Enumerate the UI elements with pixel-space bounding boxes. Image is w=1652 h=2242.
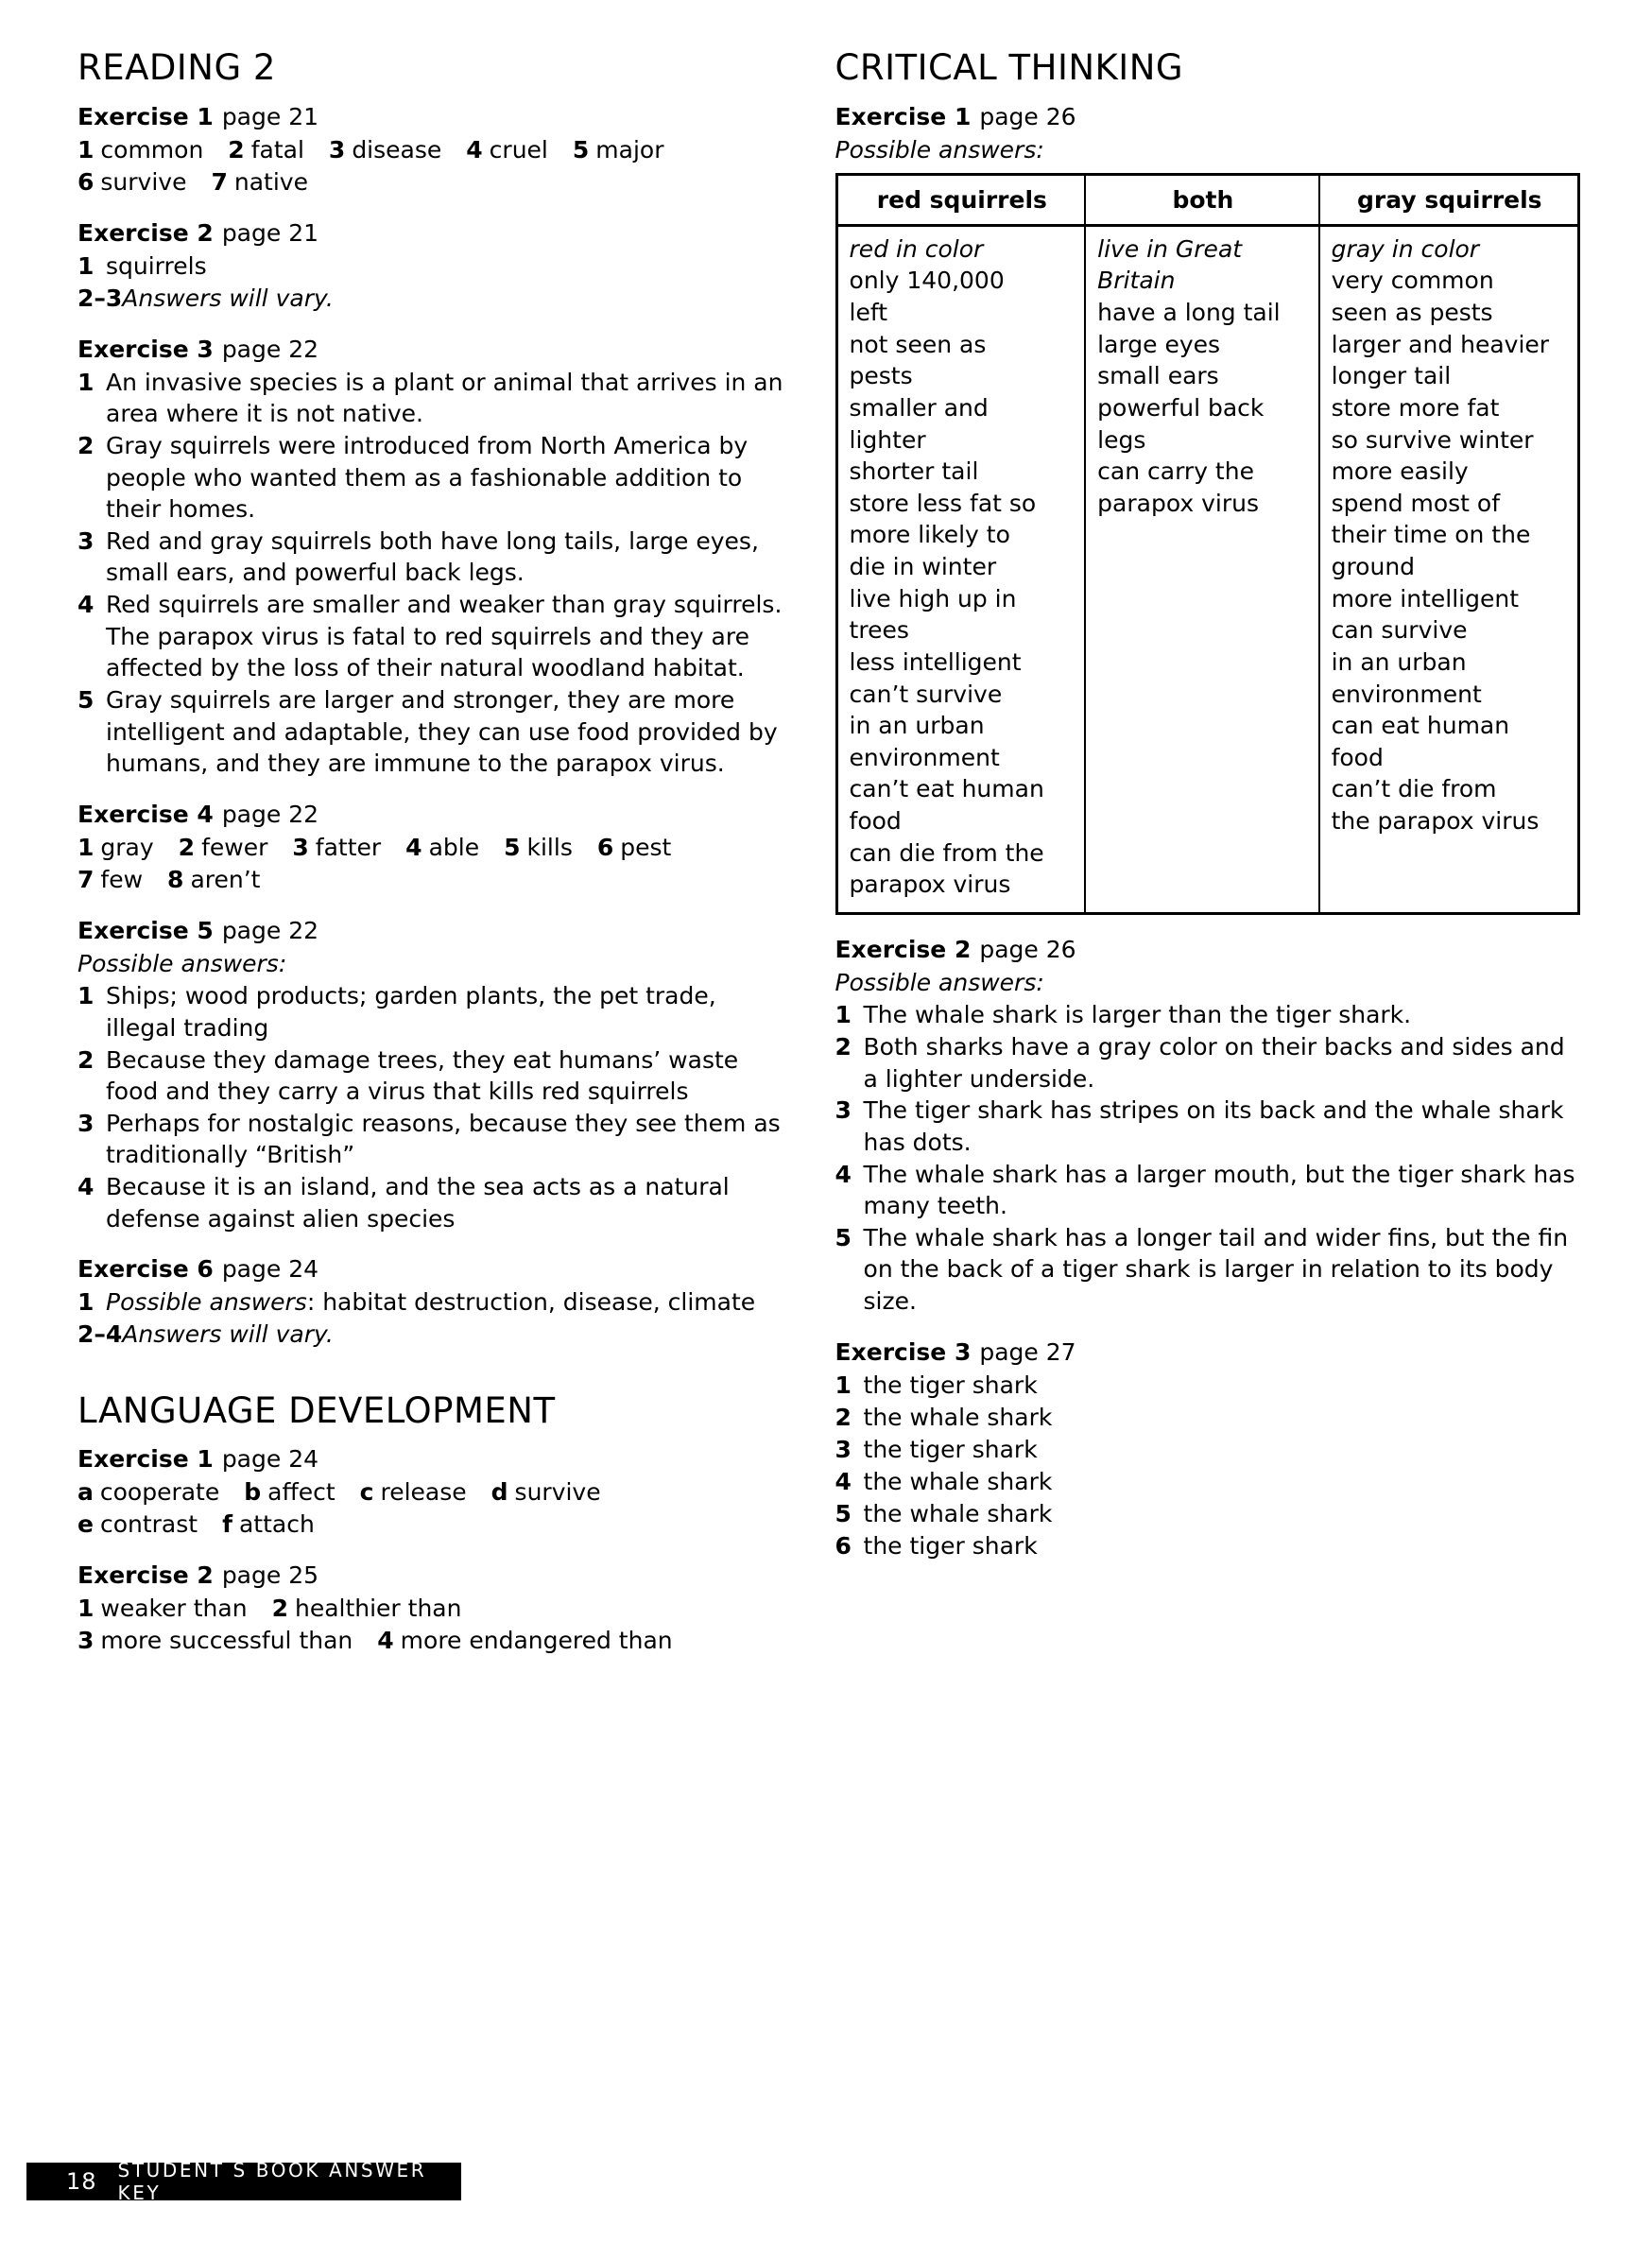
answer-text: cruel	[489, 135, 548, 164]
table-cell-line: trees	[849, 616, 909, 645]
answer-item	[179, 834, 268, 861]
answer-number: 6	[835, 1531, 852, 1560]
answer-row	[77, 1509, 790, 1541]
exercise-heading	[77, 1253, 790, 1285]
list-item	[835, 1222, 1580, 1318]
answer-text: the tiger shark	[863, 1531, 1038, 1560]
answer-number: 2	[271, 1595, 288, 1623]
exercise-critical-2	[835, 934, 1580, 1318]
answer-text: more endangered than	[400, 1627, 673, 1655]
table-cell-line: larger and heavier	[1331, 330, 1550, 358]
exercise-heading	[77, 1560, 790, 1591]
list-item	[77, 1044, 790, 1108]
item-text	[122, 1319, 789, 1351]
answer-text: affect	[267, 1478, 336, 1507]
table-cell-line: store less fat so	[849, 489, 1037, 517]
answer-item	[504, 834, 573, 861]
answer-item	[77, 1510, 198, 1538]
exercise-label: Exercise 6	[77, 1255, 214, 1284]
table-cell-line: smaller and	[849, 393, 989, 422]
item-number: 1	[835, 1001, 852, 1029]
item-number: 2	[835, 1033, 852, 1061]
answer-item	[244, 1478, 335, 1506]
answer-item	[360, 1478, 467, 1506]
answer-item	[466, 136, 548, 164]
answer-text: fewer	[201, 833, 268, 861]
item-text: An invasive species is a plant or animal that arrives in an area where it is not native.	[106, 368, 783, 428]
table-cell-line: lighter	[849, 425, 926, 454]
answer-item	[77, 1627, 353, 1654]
right-column	[835, 49, 1580, 1676]
exercise-page: page 26	[979, 935, 1076, 963]
answer-number: 5	[835, 1499, 852, 1527]
item-text: Gray squirrels were introduced from North America by people who wanted them as a fashionable addition to their homes.	[106, 431, 749, 524]
answer-text: release	[380, 1478, 467, 1507]
answer-list	[77, 367, 790, 780]
answer-item	[77, 834, 154, 861]
answer-row	[77, 1625, 790, 1657]
answer-run	[77, 1476, 790, 1541]
answer-row	[77, 864, 790, 896]
item-number: 2	[77, 1045, 95, 1074]
list-item	[835, 1095, 1580, 1158]
exercise-language-dev-2	[77, 1560, 790, 1657]
exercise-page: page 24	[221, 1445, 319, 1474]
item-number: 3	[77, 526, 95, 555]
table-cell-line: live in Great	[1097, 234, 1243, 263]
possible-answers-label: Possible answers:	[77, 949, 287, 977]
item-text: Red squirrels are smaller and weaker than gray squirrels. The parapox virus is fatal to red squirrels and they are affected by the loss of their natural woodland habitat.	[106, 591, 783, 682]
table-cell-line: their time on the	[1331, 521, 1531, 549]
answer-text: native	[233, 167, 308, 196]
exercise-label: Exercise 1	[835, 102, 972, 130]
exercise-page: page 25	[221, 1561, 319, 1590]
table-cell-line: small ears	[1097, 362, 1219, 390]
exercise-label: Exercise 2	[77, 218, 214, 247]
answer-row	[77, 134, 790, 166]
answer-text: survive	[514, 1478, 601, 1507]
table-cell-line: have a long tail	[1097, 299, 1281, 327]
answer-item	[77, 1595, 248, 1622]
table-cell-line: more easily	[1331, 457, 1469, 486]
cell-red-squirrels	[836, 225, 1085, 913]
exercise-page: page 22	[221, 335, 319, 363]
table-cell-line: red in color	[849, 234, 984, 263]
table-cell-line: more likely to	[849, 521, 1010, 549]
answer-number: 3	[292, 833, 309, 861]
list-item	[77, 430, 790, 526]
answer-run	[77, 832, 790, 896]
answer-number: 1	[77, 833, 95, 861]
exercise-reading2-1	[77, 101, 790, 198]
item-text: The whale shark is larger than the tiger shark.	[863, 1001, 1412, 1029]
table-cell-line: die in winter	[849, 553, 997, 581]
answer-text: fatal	[250, 135, 304, 164]
list-item	[835, 1031, 1580, 1095]
answer-number: 6	[596, 833, 614, 861]
answer-text: fatter	[315, 833, 382, 861]
exercise-reading2-5	[77, 915, 790, 1235]
list-item	[77, 1319, 790, 1351]
item-number: 1	[77, 368, 95, 396]
column-header-red-squirrels: red squirrels	[836, 175, 1085, 226]
answer-text: healthier than	[294, 1595, 462, 1623]
answer-text: weaker than	[100, 1595, 248, 1623]
list-item	[77, 684, 790, 780]
table-cell-line: shorter tail	[849, 457, 979, 486]
answer-text: able	[428, 833, 480, 861]
answer-run	[77, 134, 790, 198]
item-number: 3	[835, 1096, 852, 1125]
item-text: Ships; wood products; garden plants, the pet trade, illegal trading	[106, 982, 716, 1042]
answer-line	[835, 1402, 1580, 1434]
answer-row	[77, 832, 790, 864]
answer-number: 4	[377, 1627, 394, 1655]
answer-text: attach	[238, 1510, 315, 1539]
table-cell-line: can’t die from	[1331, 775, 1497, 803]
section-title-language-development: LANGUAGE DEVELOPMENT	[77, 1389, 556, 1431]
answer-item	[167, 866, 260, 893]
answer-number: b	[244, 1478, 262, 1507]
table-row	[836, 225, 1578, 913]
item-number: 4	[77, 591, 95, 619]
item-number: 2	[77, 431, 95, 459]
table-cell-line: can’t survive	[849, 680, 1003, 708]
answer-number: 4	[405, 833, 422, 861]
answer-line	[835, 1370, 1580, 1402]
list-item	[77, 1171, 790, 1234]
table-cell-line: food	[1331, 743, 1384, 771]
answer-text: cooperate	[99, 1478, 220, 1507]
exercise-label: Exercise 2	[77, 1561, 214, 1590]
cell-both	[1085, 225, 1318, 913]
item-text: Red and gray squirrels both have long tails, large eyes, small ears, and powerful back legs.	[106, 526, 759, 587]
table-cell-line: spend most of	[1331, 489, 1501, 517]
answer-number: 7	[77, 865, 95, 893]
answer-item	[77, 168, 186, 196]
item-text: The whale shark has a larger mouth, but the tiger shark has many teeth.	[863, 1160, 1575, 1220]
exercise-label: Exercise 3	[77, 335, 214, 363]
answer-text: survive	[100, 167, 187, 196]
table-cell-line: can die from the	[849, 838, 1044, 867]
exercise-heading	[77, 1443, 790, 1475]
exercise-page: page 22	[221, 916, 319, 944]
item-text: Because they damage trees, they eat humans’ waste food and they carry a virus that kills red squirrels	[106, 1045, 739, 1106]
item-text: Gray squirrels are larger and stronger, they are more intelligent and adaptable, they can use food provided by humans, and they are immune to the parapox virus.	[106, 685, 778, 778]
answer-number: 6	[77, 167, 95, 196]
answer-number: 3	[328, 135, 346, 164]
exercise-label: Exercise 1	[77, 102, 214, 130]
possible-answers-label: Possible answers:	[835, 968, 1044, 996]
item-number: 1	[77, 1288, 95, 1317]
answer-number: 1	[77, 135, 95, 164]
answer-line	[77, 283, 790, 315]
exercise-page: page 24	[221, 1255, 319, 1284]
answer-text: contrast	[99, 1510, 198, 1539]
table-cell-line: can survive	[1331, 616, 1468, 645]
answer-number: 4	[466, 135, 483, 164]
exercise-reading2-6	[77, 1253, 790, 1350]
answer-number: 4	[835, 1467, 852, 1495]
answer-number: 1	[77, 251, 95, 280]
table-cell-line: in an urban	[1331, 647, 1467, 676]
answer-number: 8	[167, 865, 184, 893]
item-text	[106, 1286, 790, 1319]
answer-text: disease	[352, 135, 442, 164]
answer-number: 2–3	[77, 284, 123, 312]
exercise-label: Exercise 1	[77, 1445, 214, 1474]
cell-gray-squirrels	[1319, 225, 1579, 913]
item-number: 4	[77, 1173, 95, 1201]
item-text: Perhaps for nostalgic reasons, because they see them as traditionally “British”	[106, 1109, 781, 1169]
list-item	[835, 1159, 1580, 1222]
answer-text: the whale shark	[863, 1499, 1053, 1527]
answer-line	[77, 250, 790, 283]
exercise-label: Exercise 2	[835, 935, 972, 963]
answer-number: e	[77, 1510, 94, 1539]
table-cell-line: can carry the	[1097, 457, 1254, 486]
exercise-heading	[77, 334, 790, 365]
answer-line	[835, 1434, 1580, 1466]
table-cell-line: environment	[849, 743, 1000, 771]
footer-page-number: 18	[66, 2168, 97, 2195]
answer-item	[377, 1627, 672, 1654]
table-cell-line: not seen as	[849, 330, 987, 358]
answer-item	[77, 866, 143, 893]
table-cell-line: parapox virus	[1097, 489, 1259, 517]
answer-text: common	[100, 135, 204, 164]
list-item	[77, 589, 790, 684]
two-column-layout	[77, 49, 1580, 1676]
answer-number: a	[77, 1478, 94, 1507]
answer-line	[835, 1530, 1580, 1562]
table-header-row	[836, 175, 1578, 226]
table-cell-line: food	[849, 807, 902, 836]
answer-item	[329, 136, 441, 164]
table-cell-line: can’t eat human	[849, 775, 1044, 803]
table-cell-line: the parapox virus	[1331, 807, 1540, 836]
table-cell-line: powerful back	[1097, 393, 1265, 422]
answer-item	[405, 834, 479, 861]
answer-text: the tiger shark	[863, 1435, 1038, 1463]
answer-row	[77, 1476, 790, 1509]
answer-number: 7	[211, 167, 228, 196]
left-column	[77, 49, 790, 1676]
italic-lead: Answers will vary.	[122, 1319, 334, 1348]
column-header-both: both	[1085, 175, 1318, 226]
item-number: 3	[77, 1109, 95, 1137]
answer-text: the whale shark	[863, 1467, 1053, 1495]
answer-number: 5	[572, 135, 590, 164]
answer-item	[491, 1478, 601, 1506]
column-header-gray-squirrels: gray squirrels	[1319, 175, 1579, 226]
answer-item	[222, 1510, 315, 1538]
answer-number: 1	[835, 1371, 852, 1399]
answer-item	[211, 168, 308, 196]
answer-text: the whale shark	[863, 1403, 1053, 1431]
answer-list	[77, 980, 790, 1234]
answer-run	[77, 1593, 790, 1657]
table-cell-line: store more fat	[1331, 393, 1500, 422]
item-number: 1	[77, 982, 95, 1010]
exercise-heading	[77, 915, 790, 946]
exercise-heading	[77, 101, 790, 132]
answer-lines	[77, 250, 790, 315]
table-cell-line: so survive winter	[1331, 425, 1534, 454]
answer-item	[573, 136, 664, 164]
italic-lead: Possible answers	[106, 1288, 307, 1317]
answer-text: Answers will vary.	[122, 284, 334, 312]
answer-list	[77, 1286, 790, 1350]
table-cell-line: left	[849, 299, 888, 327]
answer-text: kills	[526, 833, 573, 861]
answer-line	[835, 1498, 1580, 1530]
answer-number: 3	[835, 1435, 852, 1463]
exercise-heading	[835, 1337, 1580, 1368]
table-cell-line: very common	[1331, 267, 1494, 295]
answer-item	[77, 136, 203, 164]
table-cell-line: legs	[1097, 425, 1146, 454]
answer-number: 2	[835, 1403, 852, 1431]
answer-number: 2	[178, 833, 196, 861]
answer-list	[835, 999, 1580, 1317]
answer-text: more successful than	[100, 1627, 353, 1655]
answer-text: pest	[620, 833, 672, 861]
item-number: 5	[77, 685, 95, 714]
squirrel-comparison-table	[835, 173, 1580, 915]
answer-text: few	[100, 865, 144, 893]
exercise-language-dev-1	[77, 1443, 790, 1541]
item-text: The whale shark has a longer tail and wider fins, but the fin on the back of a tiger shark is larger in relation to its body size.	[863, 1223, 1569, 1316]
answer-item	[77, 1478, 219, 1506]
exercise-reading2-3	[77, 334, 790, 780]
table-cell-line: Britain	[1097, 267, 1176, 295]
item-number: 4	[835, 1160, 852, 1188]
item-text-rest: : habitat destruction, disease, climate	[306, 1288, 756, 1317]
list-item	[77, 980, 790, 1043]
exercise-heading	[835, 101, 1580, 132]
answer-number: 5	[504, 833, 521, 861]
item-text: Both sharks have a gray color on their backs and sides and a lighter underside.	[863, 1033, 1565, 1093]
item-text: Because it is an island, and the sea acts as a natural defense against alien species	[106, 1173, 730, 1233]
list-item	[835, 999, 1580, 1031]
answer-text: squirrels	[106, 251, 207, 280]
table-cell-line: parapox virus	[849, 871, 1011, 899]
exercise-critical-1	[835, 101, 1580, 915]
item-text: The tiger shark has stripes on its back and the whale shark has dots.	[863, 1096, 1564, 1156]
table-cell-line: gray in color	[1331, 234, 1480, 263]
item-number: 5	[835, 1223, 852, 1251]
table-cell-line: large eyes	[1097, 330, 1221, 358]
exercise-page: page 22	[221, 800, 319, 828]
list-item	[77, 1286, 790, 1319]
exercise-reading2-4	[77, 799, 790, 896]
list-item	[77, 526, 790, 589]
exercise-page: page 26	[979, 102, 1076, 130]
answer-number: d	[490, 1478, 508, 1507]
possible-answers-label: Possible answers:	[835, 135, 1044, 164]
footer-label: STUDENT S BOOK ANSWER KEY	[117, 2159, 427, 2204]
table-cell-line: only 140,000	[849, 267, 1005, 295]
answer-number: 3	[77, 1627, 95, 1655]
answer-number: f	[222, 1510, 232, 1539]
item-number: 2–4	[77, 1319, 123, 1348]
answer-line	[835, 1466, 1580, 1498]
answer-item	[228, 136, 304, 164]
list-item	[77, 1108, 790, 1171]
table-cell-line: live high up in	[849, 584, 1017, 612]
answer-item	[597, 834, 671, 861]
answer-text: aren’t	[190, 865, 261, 893]
exercise-heading	[77, 799, 790, 830]
exercise-reading2-2	[77, 217, 790, 315]
answer-item	[272, 1595, 462, 1622]
exercise-label: Exercise 4	[77, 800, 214, 828]
exercise-label: Exercise 3	[835, 1337, 972, 1366]
answer-item	[292, 834, 381, 861]
exercise-heading	[835, 934, 1580, 965]
exercise-page: page 21	[221, 102, 319, 130]
answer-row	[77, 1593, 790, 1625]
table-cell-line: longer tail	[1331, 362, 1452, 390]
answer-text: major	[595, 135, 664, 164]
exercise-label: Exercise 5	[77, 916, 214, 944]
page-footer	[26, 2159, 461, 2204]
table-cell-line: in an urban	[849, 712, 985, 740]
exercise-heading	[77, 217, 790, 249]
answer-lines	[835, 1370, 1580, 1562]
exercise-critical-3	[835, 1337, 1580, 1562]
table-cell-line: ground	[1331, 553, 1416, 581]
table-cell-line: seen as pests	[1331, 299, 1493, 327]
answer-text: gray	[100, 833, 154, 861]
answer-row	[77, 166, 790, 198]
table-cell-line: pests	[849, 362, 913, 390]
list-item	[77, 367, 790, 430]
answer-number: c	[359, 1478, 374, 1507]
answer-number: 2	[228, 135, 245, 164]
answer-number: 1	[77, 1595, 95, 1623]
table-cell-line: more intelligent	[1331, 584, 1519, 612]
exercise-page: page 27	[979, 1337, 1076, 1366]
section-title-critical-thinking: CRITICAL THINKING	[835, 47, 1184, 88]
section-title-reading-2: READING 2	[77, 47, 276, 88]
table-cell-line: can eat human	[1331, 712, 1510, 740]
table-cell-line: less intelligent	[849, 647, 1022, 676]
table-cell-line: environment	[1331, 680, 1482, 708]
exercise-page: page 21	[221, 218, 319, 247]
answer-text: the tiger shark	[863, 1371, 1038, 1399]
